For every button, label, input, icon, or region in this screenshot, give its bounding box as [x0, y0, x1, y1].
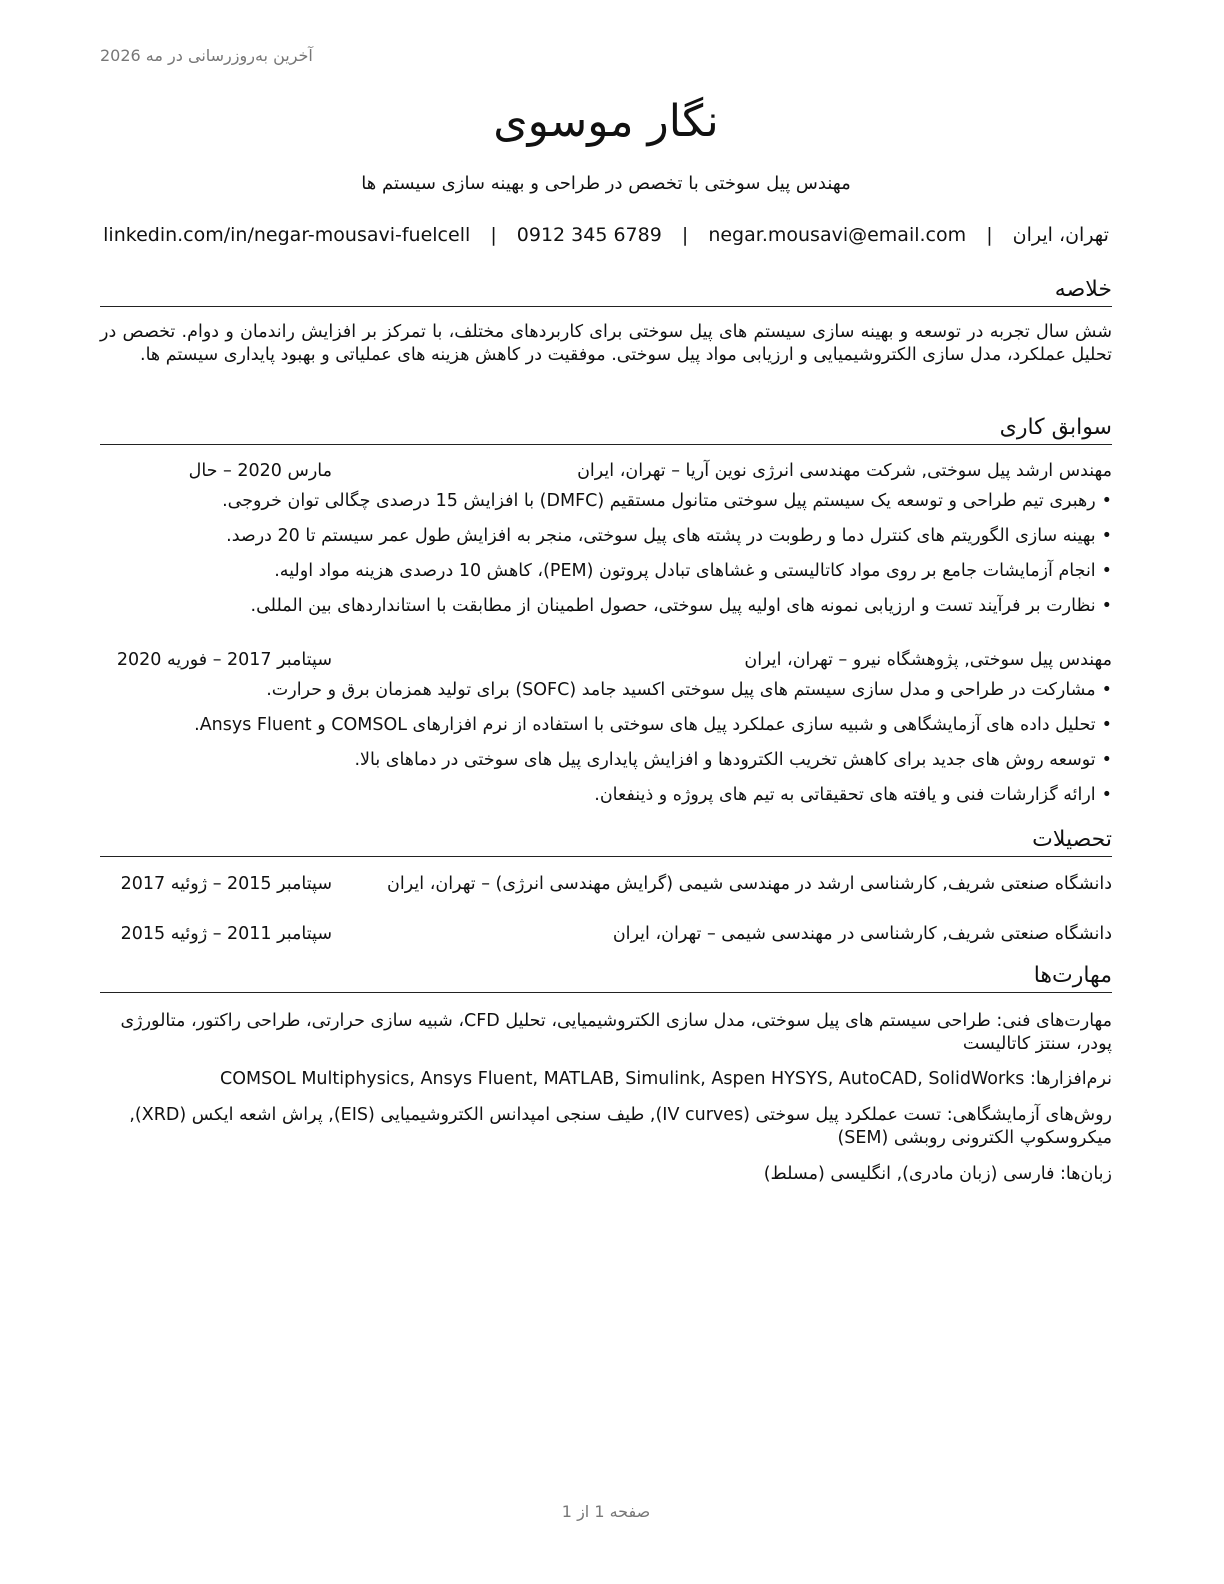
- bullet-dot: •: [1101, 526, 1112, 546]
- person-name: نگار موسوی: [493, 96, 719, 147]
- section-title-experience: سوابق کاری: [100, 414, 1112, 445]
- job-bullet: [100, 783, 1112, 818]
- bullet-dot: •: [1101, 596, 1112, 616]
- contact-separator: |: [986, 224, 993, 246]
- bullet-text: مشارکت در طراحی و مدل سازی سیستم های پیل سوختی اکسید جامد (SOFC) برای تولید همزمان برق و حرارت.: [266, 680, 1096, 700]
- skill-technical: مهارت‌های فنی: طراحی سیستم های پیل سوختی، مدل سازی الکتروشیمیایی، تحلیل CFD، شبیه سازی حرارتی، طراحی راکتور، متالورژی پودر، سنتز کاتالیست: [120, 1011, 1112, 1054]
- contact-phone[interactable]: 0912 345 6789: [516, 224, 662, 246]
- skill-languages: زبان‌ها: فارسی (زبان مادری), انگلیسی (مسلط): [763, 1164, 1112, 1184]
- job-title: مهندس پیل سوختی, پژوهشگاه نیرو – تهران، ایران: [744, 650, 1112, 670]
- bullet-text: انجام آزمایشات جامع بر روی مواد کاتالیستی و غشاهای تبادل پروتون (PEM)، کاهش 10 درصدی هزینه مواد اولیه.: [274, 561, 1096, 581]
- degree-dates: سپتامبر 2011 – ژوئیه 2015: [120, 924, 332, 944]
- degree-dates: سپتامبر 2015 – ژوئیه 2017: [120, 874, 332, 894]
- job-bullets: [100, 678, 1112, 818]
- bullet-dot: •: [1101, 561, 1112, 581]
- bullet-dot: •: [1101, 785, 1112, 805]
- job-header: [100, 459, 1112, 483]
- resume-page: [100, 0, 1112, 1584]
- contact-email[interactable]: negar.mousavi@email.com: [708, 224, 967, 246]
- job-bullet: [100, 489, 1112, 524]
- contact-separator: |: [490, 224, 497, 246]
- bullet-dot: •: [1101, 750, 1112, 770]
- section-title-summary: خلاصه: [100, 276, 1112, 307]
- bullet-text: توسعه روش های جدید برای کاهش تخریب الکترودها و افزایش پایداری پیل های سوختی در دماهای بالا.: [354, 750, 1096, 770]
- bullet-dot: •: [1101, 715, 1112, 735]
- contact-location: تهران، ایران: [1012, 224, 1109, 246]
- professional-tagline: مهندس پیل سوختی با تخصص در طراحی و بهینه سازی سیستم ها: [361, 173, 851, 194]
- bullet-text: نظارت بر فرآیند تست و ارزیابی نمونه های اولیه پیل سوختی، حصول اطمینان از مطابقت با استانداردهای بین المللی.: [250, 596, 1096, 616]
- bullet-text: بهینه سازی الگوریتم های کنترل دما و رطوبت در پشته های پیل سوختی، منجر به افزایش طول عمر سیستم تا 20 درصد.: [226, 526, 1096, 546]
- bullet-text: رهبری تیم طراحی و توسعه یک سیستم پیل سوختی متانول مستقیم (DMFC) با افزایش 15 درصدی چگالی توان خروجی.: [222, 491, 1096, 511]
- summary-text: شش سال تجربه در توسعه و بهینه سازی سیستم های پیل سوختی برای کاربردهای مختلف، با تمرکز بر افزایش راندمان و دوام. تخصص در تحلیل عملکرد، مدل سازی الکتروشیمیایی و ارزیابی مواد پیل سوختی. موفقیت در کاهش هزینه های عملیاتی و بهبود پایداری سیستم ها.: [100, 322, 1112, 365]
- education-item: [100, 922, 1112, 946]
- bullet-dot: •: [1101, 491, 1112, 511]
- job-bullet: [100, 559, 1112, 594]
- degree-title: دانشگاه صنعتی شریف, کارشناسی در مهندسی شیمی – تهران، ایران: [612, 924, 1112, 944]
- education-item: [100, 872, 1112, 896]
- skill-software: نرم‌افزارها: COMSOL Multiphysics, Ansys Fluent, MATLAB, Simulink, Aspen HYSYS, AutoCAD, SolidWorks: [220, 1069, 1112, 1089]
- page-number: صفحه 1 از 1: [561, 1502, 651, 1521]
- contact-line: [100, 222, 1112, 248]
- bullet-dot: •: [1101, 680, 1112, 700]
- job-bullet: [100, 594, 1112, 629]
- section-title-education: تحصیلات: [100, 826, 1112, 857]
- contact-linkedin[interactable]: linkedin.com/in/negar-mousavi-fuelcell: [103, 224, 471, 246]
- job-dates: مارس 2020 – حال: [188, 461, 332, 481]
- job-title: مهندس ارشد پیل سوختی, شرکت مهندسی انرژی نوین آریا – تهران، ایران: [577, 461, 1112, 481]
- last-updated-note: آخرین به‌روزرسانی در مه 2026: [100, 46, 313, 65]
- job-bullets: [100, 489, 1112, 629]
- bullet-text: تحلیل داده های آزمایشگاهی و شبیه سازی عملکرد پیل های سوختی با استفاده از نرم افزارهای COMSOL و Ansys Fluent.: [194, 715, 1096, 735]
- job-bullet: [100, 524, 1112, 559]
- skill-lab-methods: روش‌های آزمایشگاهی: تست عملکرد پیل سوختی (IV curves), طیف سنجی امپدانس الکتروشیمیایی (EIS), پراش اشعه ایکس (XRD), میکروسکوپ الکترونی روبشی (SEM): [129, 1105, 1112, 1148]
- section-title-skills: مهارت‌ها: [100, 962, 1112, 993]
- bullet-text: ارائه گزارشات فنی و یافته های تحقیقاتی به تیم های پروژه و ذینفعان.: [594, 785, 1096, 805]
- job-bullet: [100, 748, 1112, 783]
- job-bullet: [100, 678, 1112, 713]
- contact-separator: |: [681, 224, 689, 246]
- degree-title: دانشگاه صنعتی شریف, کارشناسی ارشد در مهندسی شیمی (گرایش مهندسی انرژی) – تهران، ایران: [387, 874, 1112, 894]
- job-bullet: [100, 713, 1112, 748]
- job-dates: سپتامبر 2017 – فوریه 2020: [116, 650, 332, 670]
- job-header: [100, 648, 1112, 672]
